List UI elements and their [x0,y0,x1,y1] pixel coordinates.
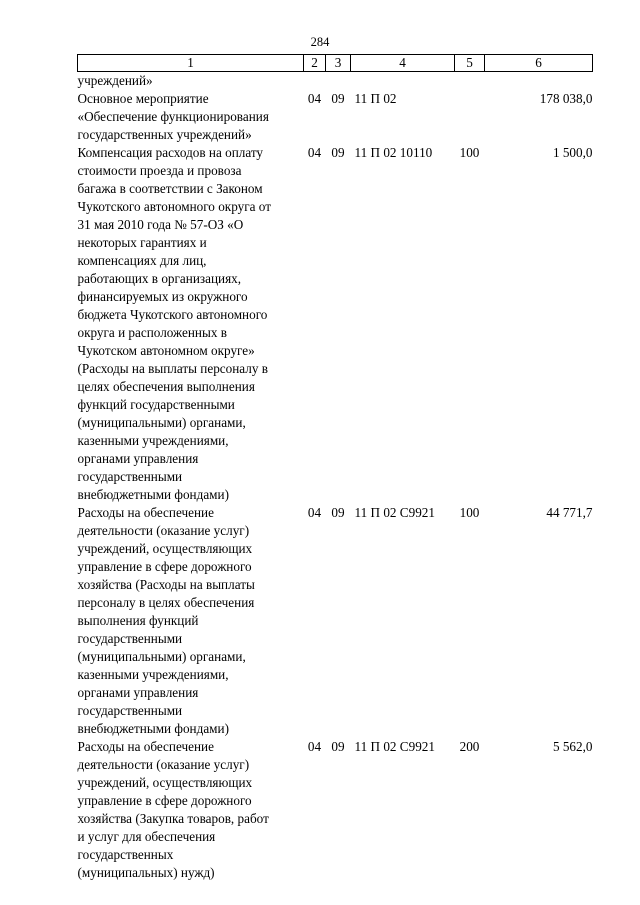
row-name-line: государственными [77,469,183,484]
row-name-line: внебюджетными фондами) [77,721,229,736]
row-name [78,144,304,504]
row-name-line: Компенсация расходов на оплату [77,145,264,160]
row-name-line: государственными [77,631,183,646]
row-name-line: учреждений, осуществляющих [77,541,253,556]
row-expense-type [455,90,485,144]
row-name-line: некоторых гарантиях и [77,235,207,250]
row-subsection: 09 [331,91,345,106]
row-section [304,72,326,91]
row-amount: 44 771,7 [546,505,593,520]
row-name-line: выполнения функций [77,613,199,628]
row-subsection: 09 [331,505,345,520]
row-name-line: хозяйства (Закупка товаров, работ [77,811,269,826]
row-name-line: округа и расположенных в [77,325,227,340]
row-name-line: (муниципальными) органами, [77,649,246,664]
table-body [78,72,593,883]
row-name [78,738,304,882]
row-name-line: бюджета Чукотского автономного [77,307,268,322]
row-name-line: Основное мероприятие [77,91,209,106]
row-name-line: органами управления [77,685,199,700]
row-name-line: Расходы на обеспечение [77,505,214,520]
row-name-line: «Обеспечение функционирования [77,109,269,124]
budget-table [77,54,593,882]
row-name-line: органами управления [77,451,199,466]
row-name [78,72,304,91]
row-name-line: учреждений, осуществляющих [77,775,253,790]
row-section: 04 [307,145,322,160]
row-name [78,504,304,738]
row-name-line: государственными [77,703,183,718]
row-name-line: управление в сфере дорожного [77,559,252,574]
column-header-3: 3 [326,55,351,72]
row-name-line: деятельности (оказание услуг) [77,757,250,772]
row-article: 11 П 02 С9921 [354,739,435,754]
column-header-4: 4 [351,55,455,72]
row-amount: 5 562,0 [552,739,593,754]
row-expense-type: 100 [459,145,480,160]
row-expense-type [455,72,485,91]
row-name-line: казенными учреждениями, [77,667,229,682]
row-name-line: стоимости проезда и провоза [77,163,242,178]
column-number-row [78,55,593,72]
row-name-line: казенными учреждениями, [77,433,229,448]
row-name-line: функций государственными [77,397,235,412]
row-name-line: внебюджетными фондами) [77,487,229,502]
row-name-line: Чукотском автономном округе» [77,343,255,358]
row-name-line: хозяйства (Расходы на выплаты [77,577,255,592]
row-name-line: багажа в соответствии с Законом [77,181,263,196]
table-row [78,504,593,738]
row-name-line: управление в сфере дорожного [77,793,252,808]
column-header-6: 6 [485,55,593,72]
column-header-5: 5 [455,55,485,72]
row-expense-type: 200 [459,739,480,754]
table-row [78,90,593,144]
row-name-line: целях обеспечения выполнения [77,379,255,394]
row-name-line: работающих в организациях, [77,271,242,286]
row-article: 11 П 02 10110 [354,145,433,160]
row-name-line: персоналу в целях обеспечения [77,595,255,610]
row-subsection: 09 [331,739,345,754]
table-row [78,144,593,504]
row-name-line: государственных учреждений» [77,127,252,142]
row-amount: 1 500,0 [552,145,593,160]
row-name-line: (Расходы на выплаты персоналу в [77,361,268,376]
row-name-line: (муниципальными) органами, [77,415,246,430]
column-header-2: 2 [304,55,326,72]
row-article: 11 П 02 [354,91,397,106]
row-name-line: и услуг для обеспечения [77,829,216,844]
row-name-line: (муниципальных) нужд) [77,865,215,880]
page-number: 284 [310,35,330,49]
row-name [78,90,304,144]
row-name-line: Чукотского автономного округа от [77,199,271,214]
row-name-line: компенсациях для лиц, [77,253,207,268]
row-section: 04 [307,505,322,520]
row-section: 04 [307,739,322,754]
row-subsection: 09 [331,145,345,160]
row-expense-type: 100 [459,505,480,520]
row-subsection [326,72,351,91]
row-name-line: финансируемых из окружного [77,289,248,304]
table-row [78,738,593,882]
row-article [351,72,455,91]
column-header-1: 1 [78,55,304,72]
row-name-line: деятельности (оказание услуг) [77,523,250,538]
row-name-line: Расходы на обеспечение [77,739,214,754]
row-amount: 178 038,0 [539,91,593,106]
row-name-line: государственных [77,847,174,862]
row-amount [485,72,593,91]
row-article: 11 П 02 С9921 [354,505,435,520]
table-row [78,72,593,91]
row-name-line: учреждений» [77,73,153,88]
row-name-line: 31 мая 2010 года № 57-ОЗ «О [77,217,244,232]
row-section: 04 [307,91,322,106]
